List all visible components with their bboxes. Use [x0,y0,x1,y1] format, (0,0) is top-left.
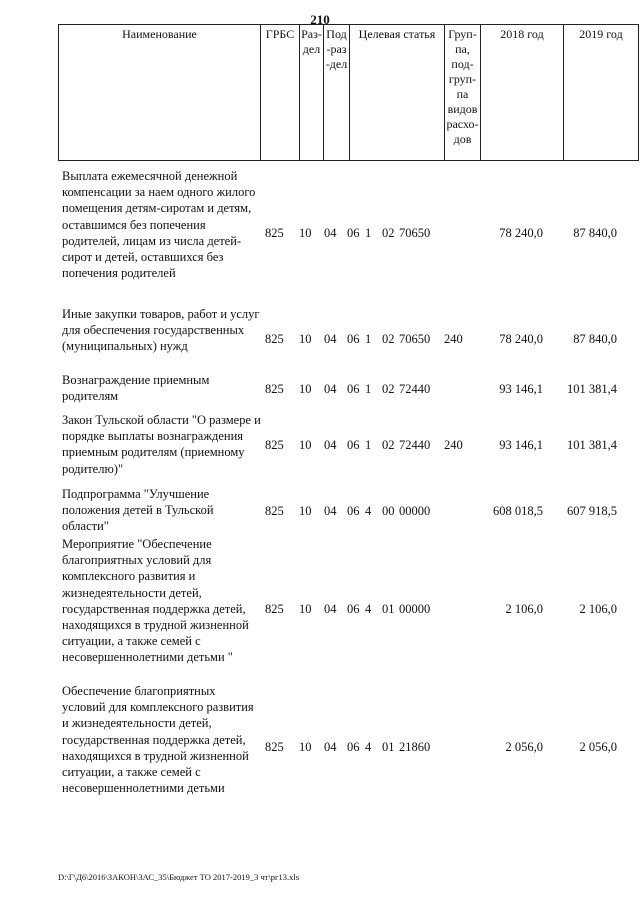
row-2018: 93 146,1 [499,382,543,396]
row-main-activity: 02 [382,332,395,346]
row-razdel: 10 [299,504,312,518]
row-razdel: 10 [299,438,312,452]
header-group: Груп-па, под-груп-па видов расхо-дов [445,25,481,161]
row-program: 06 [347,332,360,346]
row-podrazdel: 04 [324,740,337,754]
row-name: Иные закупки товаров, работ и услуг для обеспечения государственных (муниципальных) нужд [62,307,260,354]
row-2019: 101 381,4 [567,382,617,396]
row-grbs: 825 [265,226,284,240]
row-2019: 87 840,0 [573,332,617,346]
row-grbs: 825 [265,438,284,452]
row-direction: 00000 [399,602,431,616]
row-razdel: 10 [299,740,312,754]
header-name: Наименование [59,25,261,161]
row-name: Выплата ежемесячной денежной компенсации за наем одного жилого помещения детям-сиротам и детям, оставшимся без попечения родителей, лицам из числа детей-сирот и детей, оставшихся без попечения родителей [62,169,256,281]
header-podrazdel: Под-раз-дел [324,25,350,161]
header-2019: 2019 год [564,25,639,161]
row-2018: 608 018,5 [493,504,543,518]
row-main-activity: 02 [382,438,395,452]
row-grbs: 825 [265,504,284,518]
row-main-activity: 01 [382,602,395,616]
row-program: 06 [347,602,360,616]
row-podrazdel: 04 [324,332,337,346]
row-name: Вознаграждение приемным родителям [62,373,210,404]
row-razdel: 10 [299,382,312,396]
row-name: Мероприятие "Обеспечение благоприятных условий для комплексного развития и жизнедеятельности детей, государственная поддержка детей, находящихся в трудной жизненной ситуации, а также семей с несовершеннолетними детьми " [62,537,249,665]
row-program: 06 [347,226,360,240]
row-grbs: 825 [265,602,284,616]
row-main-activity: 01 [382,740,395,754]
row-2018: 78 240,0 [499,332,543,346]
header-target: Целевая статья [350,25,445,161]
row-program: 06 [347,504,360,518]
row-grbs: 825 [265,382,284,396]
table-row [0,168,640,310]
row-direction: 00000 [399,504,431,518]
row-program: 06 [347,438,360,452]
row-program: 06 [347,740,360,754]
row-subprogram: 4 [365,602,372,616]
row-program: 06 [347,382,360,396]
row-main-activity: 02 [382,382,395,396]
row-direction: 70650 [399,332,431,346]
footer-file-path: D:\Г\Д6\2016\ЗАКОН\ЗАС_35\Бюджет ТО 2017-2019_3 чт\рг13.xls [58,872,300,882]
row-razdel: 10 [299,602,312,616]
header-razdel: Раз-дел [300,25,324,161]
row-main-activity: 00 [382,504,395,518]
header-2018: 2018 год [481,25,564,161]
row-2018: 78 240,0 [499,226,543,240]
row-subprogram: 4 [365,740,372,754]
row-subprogram: 4 [365,504,372,518]
row-subprogram: 1 [365,226,372,240]
row-2019: 87 840,0 [573,226,617,240]
row-group: 240 [444,438,463,452]
row-subprogram: 1 [365,332,372,346]
row-grbs: 825 [265,740,284,754]
row-group: 240 [444,332,463,346]
row-main-activity: 02 [382,226,395,240]
row-direction: 72440 [399,438,431,452]
row-2018: 2 056,0 [505,740,543,754]
row-direction: 72440 [399,382,431,396]
row-subprogram: 1 [365,438,372,452]
row-direction: 21860 [399,740,431,754]
table-header [58,24,639,161]
row-2019: 607 918,5 [567,504,617,518]
page-number: 210 [310,12,330,27]
row-podrazdel: 04 [324,226,337,240]
row-podrazdel: 04 [324,438,337,452]
table-body [0,168,640,310]
row-name: Подпрограмма "Улучшение положения детей в Тульской области" [62,487,214,534]
row-2018: 2 106,0 [505,602,543,616]
row-subprogram: 1 [365,382,372,396]
row-razdel: 10 [299,332,312,346]
row-grbs: 825 [265,332,284,346]
row-podrazdel: 04 [324,504,337,518]
row-direction: 70650 [399,226,431,240]
row-podrazdel: 04 [324,382,337,396]
row-2019: 2 056,0 [579,740,617,754]
row-2019: 2 106,0 [579,602,617,616]
row-name: Закон Тульской области "О размере и порядке выплаты вознаграждения приемным родителям (приемному родителю)" [62,413,261,476]
row-2018: 93 146,1 [499,438,543,452]
row-2019: 101 381,4 [567,438,617,452]
row-razdel: 10 [299,226,312,240]
row-name: Обеспечение благоприятных условий для комплексного развития и жизнедеятельности детей, государственная поддержка детей, находящихся в трудной жизненной ситуации, а также семей с несовершеннолетними детьми [62,684,254,796]
row-podrazdel: 04 [324,602,337,616]
header-grbs: ГРБС [261,25,300,161]
